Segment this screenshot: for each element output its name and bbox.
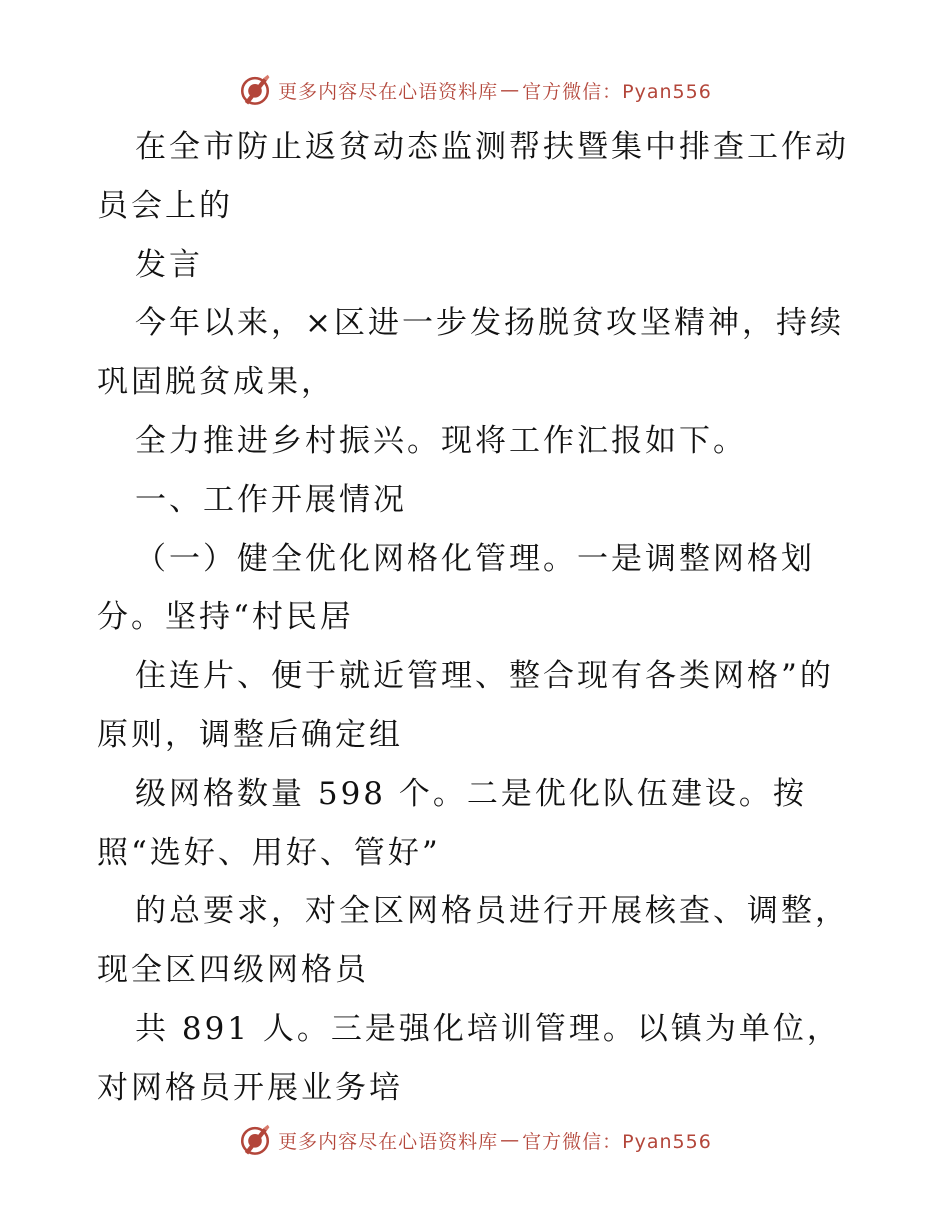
text-line: 全力推进乡村振兴。现将工作汇报如下。 bbox=[135, 422, 747, 459]
pen-seal-logo-icon bbox=[238, 73, 272, 107]
text-line: 级网格数量 598 个。二是优化队伍建设。按 bbox=[135, 775, 807, 812]
document-body bbox=[97, 118, 897, 1118]
section-heading: 一、工作开展情况 bbox=[135, 481, 407, 518]
watermark-text: 更多内容尽在心语资料库 bbox=[278, 1130, 499, 1153]
text-line: 原则，调整后确定组 bbox=[97, 716, 403, 753]
text-line: 发言 bbox=[135, 246, 203, 283]
watermark-separator: — bbox=[500, 79, 521, 101]
text-line: 员会上的 bbox=[97, 187, 233, 224]
watermark-wechat: 官方微信：Pyan556 bbox=[522, 80, 712, 103]
text-line: 住连片、便于就近管理、整合现有各类网格”的 bbox=[135, 658, 834, 695]
pen-seal-logo-icon bbox=[238, 1123, 272, 1157]
text-line: 照“选好、用好、管好” bbox=[97, 834, 441, 871]
text-line: 的总要求，对全区网格员进行开展核查、调整， bbox=[135, 893, 849, 930]
text-line: 共 891 人。三是强化培训管理。以镇为单位， bbox=[135, 1010, 841, 1047]
watermark-text: 更多内容尽在心语资料库 bbox=[278, 80, 499, 103]
watermark-separator: — bbox=[500, 1129, 521, 1151]
text-line: 今年以来，×区进一步发扬脱贫攻坚精神，持续 bbox=[135, 305, 844, 342]
text-line: 对网格员开展业务培 bbox=[97, 1069, 403, 1106]
watermark-wechat: 官方微信：Pyan556 bbox=[522, 1130, 712, 1153]
text-line: （一）健全优化网格化管理。一是调整网格划 bbox=[135, 540, 815, 577]
watermark-header bbox=[0, 70, 950, 110]
text-line: 现全区四级网格员 bbox=[97, 952, 369, 989]
watermark-footer bbox=[0, 1120, 950, 1160]
text-line: 分。坚持“村民居 bbox=[97, 599, 354, 636]
text-line: 在全市防止返贫动态监测帮扶暨集中排查工作动 bbox=[135, 129, 849, 165]
text-line: 巩固脱贫成果， bbox=[97, 364, 335, 401]
